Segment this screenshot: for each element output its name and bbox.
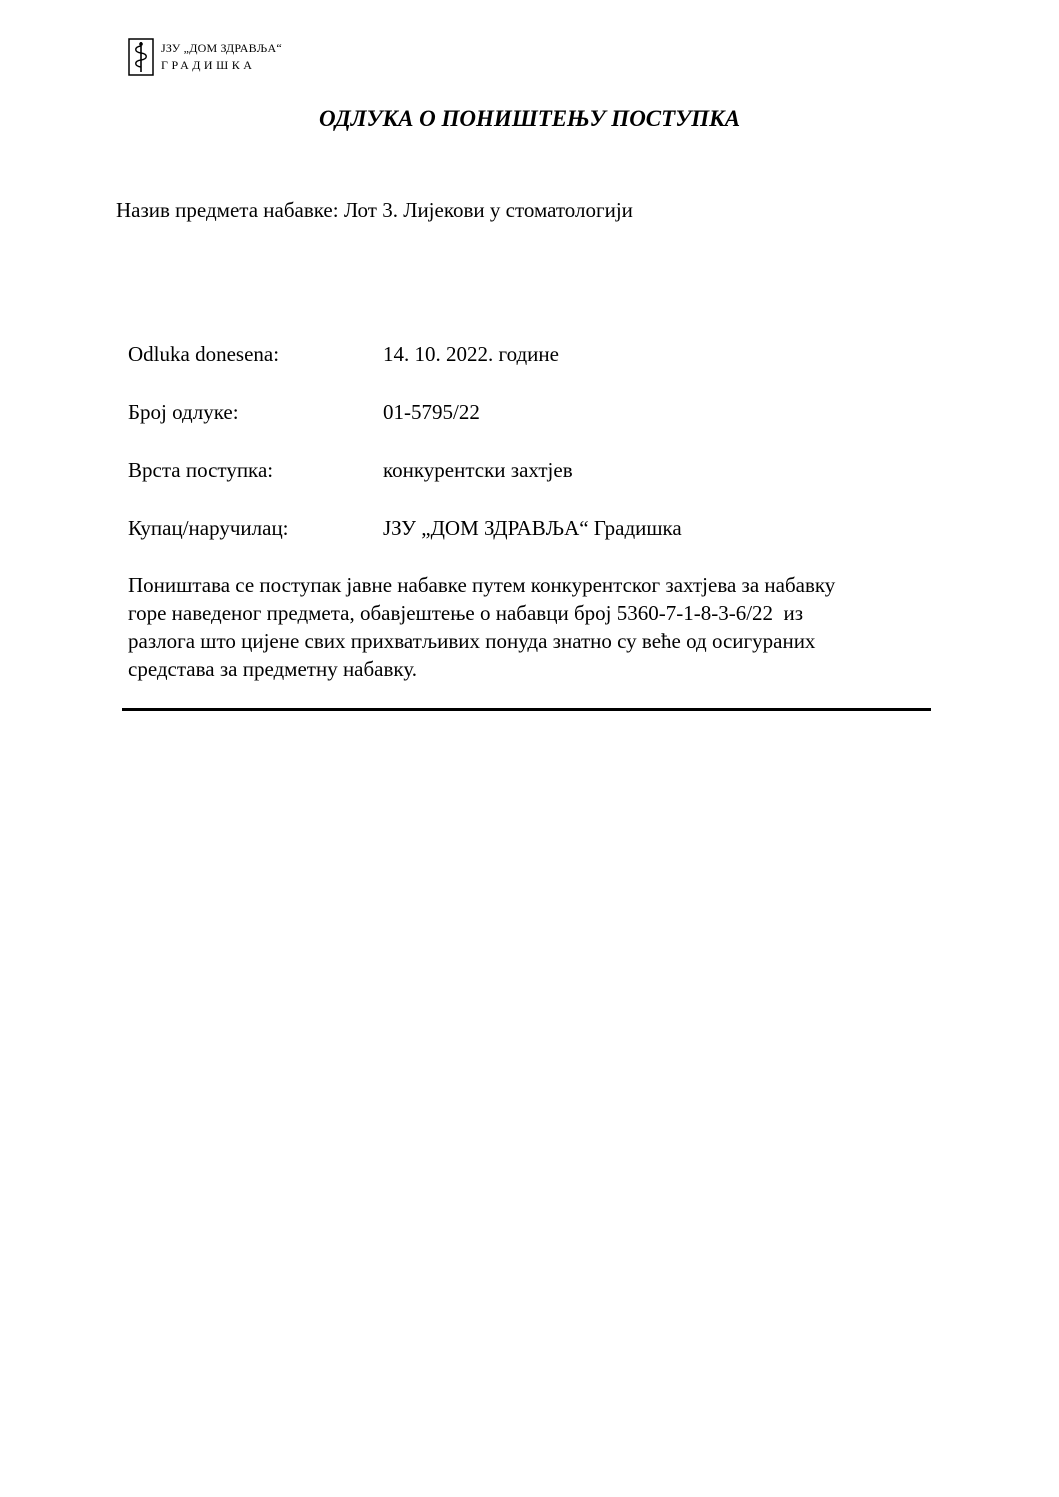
field-label: Odluka donesena: xyxy=(128,342,280,366)
paragraph-line: разлога што цијене свих прихватљивих понуда знатно су веће од осигураних xyxy=(128,629,816,653)
paragraph-line: Поништава се поступак јавне набавке путем конкурентског захтјева за набавку xyxy=(128,573,836,597)
decision-paragraph xyxy=(128,571,928,683)
logo-institution-name: ЈЗУ „ДОМ ЗДРАВЉА“ xyxy=(161,41,282,55)
paragraph-line: средстава за предметну набавку. xyxy=(128,657,417,681)
document-title: ОДЛУКА О ПОНИШТЕЊУ ПОСТУПКА xyxy=(318,106,741,131)
procurement-subject: Назив предмета набавке: Лот 3. Лијекови у стоматологији xyxy=(116,198,633,222)
field-label: Број одлуке: xyxy=(128,400,239,424)
field-value: конкурентски захтјев xyxy=(383,458,573,482)
horizontal-divider xyxy=(122,708,931,711)
field-label: Врста поступка: xyxy=(128,458,274,482)
field-label: Купац/наручилац: xyxy=(128,516,289,540)
field-value: 01-5795/22 xyxy=(383,400,480,424)
field-value: 14. 10. 2022. године xyxy=(383,342,559,366)
logo-city-name: ГРАДИШКА xyxy=(161,58,256,72)
paragraph-line: горе наведеног предмета, обавјештење о набавци број 5360-7-1-8-3-6/22 из xyxy=(128,601,804,625)
caduceus-icon xyxy=(128,38,154,76)
field-value: ЈЗУ „ДОМ ЗДРАВЉА“ Градишка xyxy=(383,516,682,540)
